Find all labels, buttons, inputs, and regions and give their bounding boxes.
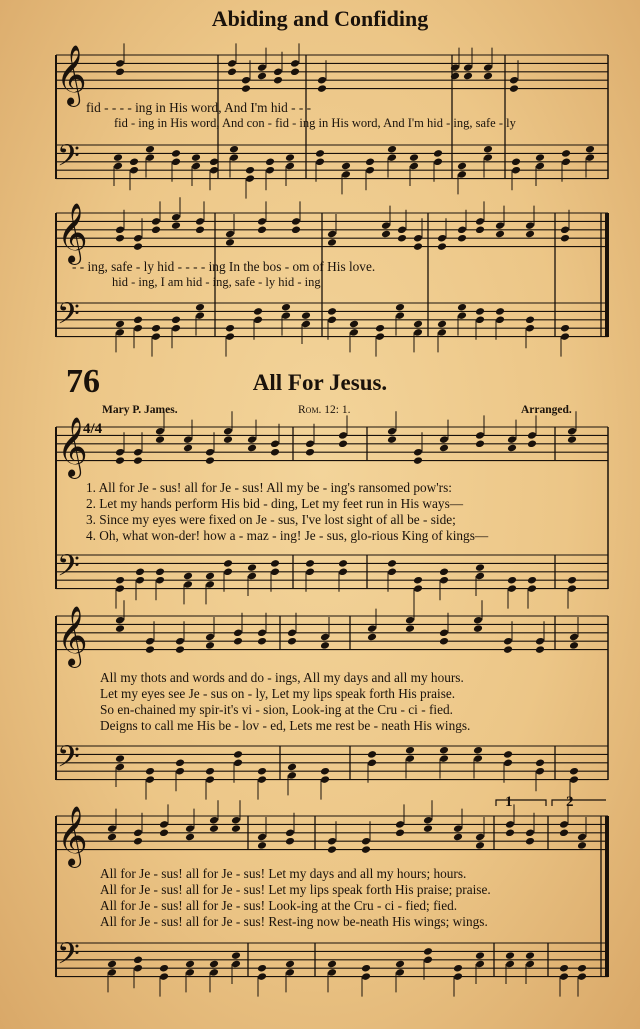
note-head [405,624,415,633]
note-head [145,145,155,154]
note-head [209,824,219,833]
verse-2-line: 2. Let my hands perform His bid - ding, Let my feet run in His ways— [86,496,464,511]
prev-lyric-line: fid - - - - ing in His word, And I'm hid - - - [86,100,312,115]
first-ending-mark: 1 [505,794,513,810]
note-head [205,767,215,776]
note-head [475,225,485,234]
note-head [113,153,123,162]
scripture-reference: Rom. 12: 1. [298,404,351,416]
treble-clef-icon: 𝄞 [57,416,88,477]
note-head [145,767,155,776]
note-head [473,624,483,633]
note-head [270,448,280,457]
note-head [507,444,517,453]
note-head [507,576,517,585]
note-head [475,439,485,448]
treble-clef-icon: 𝄞 [57,202,88,263]
note-head [155,435,165,444]
note-head [395,828,405,837]
note-head [253,307,263,316]
note-head [535,153,545,162]
note-head [129,157,139,166]
note-head [115,320,125,329]
note-head [171,315,181,324]
note-head [395,303,405,312]
note-head [159,828,169,837]
time-signature-treble: 4/4 [83,421,103,437]
note-head [413,456,423,465]
note-head [257,225,267,234]
note-head [375,324,385,333]
note-head [223,559,233,568]
note-head [247,563,257,572]
note-head [453,833,463,842]
note-head [315,149,325,158]
note-head [320,767,330,776]
note-head [527,439,537,448]
note-head [291,225,301,234]
note-head [567,576,577,585]
note-head [409,153,419,162]
prev-lyric-line: fid - ing in His word, And con - fid - ing in His word, And I'm hid - ing, safe - ly [114,116,516,130]
note-head [453,964,463,973]
note-head [195,303,205,312]
note-head [567,435,577,444]
note-head [365,157,375,166]
note-head [413,242,423,251]
note-head [115,234,125,243]
note-head [229,145,239,154]
verse-3-line: 3. Since my eyes were fixed on Je - sus, I've lost sight of all be - side; [86,512,456,527]
note-head [569,767,579,776]
note-head [483,72,493,81]
prev-hymn-title: Abiding and Confiding [211,6,429,31]
note-head [585,145,595,154]
treble-clef-icon: 𝄞 [57,605,88,666]
note-head [437,242,447,251]
note-head [273,76,283,85]
note-head [475,951,485,960]
note-head [133,315,143,324]
note-head [287,637,297,646]
arranger-credit: Arranged. [521,404,572,416]
note-head [227,67,237,76]
bass-clef-icon: 𝄢 [57,549,80,591]
verse-4-line: Deigns to call me His be - lov - ed, Lets me rest be - neath His wings. [100,718,471,733]
refrain-line: All for Je - sus! all for Je - sus! Let my lips speak forth His praise; praise. [100,882,491,897]
note-head [437,320,447,329]
note-head [387,435,397,444]
bass-clef-icon: 𝄢 [57,937,80,979]
note-head [387,145,397,154]
note-head [257,964,267,973]
note-head [327,845,337,854]
note-head [205,572,215,581]
note-head [185,833,195,842]
verse-1-line: All my thots and words and do - ings, All my days and all my hours. [100,670,464,685]
note-head [457,162,467,171]
note-head [381,230,391,239]
note-head [397,234,407,243]
note-head [527,576,537,585]
note-head [107,960,117,969]
note-head [367,633,377,642]
note-head [257,767,267,776]
note-head [233,637,243,646]
note-head [209,960,219,969]
note-head [475,841,485,850]
note-head [327,307,337,316]
note-head [433,149,443,158]
note-head [241,84,251,93]
verse-4-line: 4. Oh, what won-der! how a - maz - ing! Je - sus, glo-rious King of kings— [86,528,489,543]
note-head [361,964,371,973]
note-head [327,960,337,969]
refrain-line: All for Je - sus! all for Je - sus! Rest-ing now be-neath His wings; wings. [100,914,488,929]
note-head [535,645,545,654]
note-head [577,841,587,850]
second-ending-mark: 2 [566,794,574,810]
note-head [320,641,330,650]
note-head [560,324,570,333]
note-head [287,763,297,772]
note-head [413,576,423,585]
second-ending-bracket [552,800,606,806]
note-head [569,641,579,650]
note-head [525,315,535,324]
note-head [463,72,473,81]
note-head [577,964,587,973]
note-head [133,456,143,465]
note-head [505,951,515,960]
note-head [439,444,449,453]
note-head [175,645,185,654]
note-head [505,828,515,837]
note-head [183,444,193,453]
note-head [115,624,125,633]
note-head [115,456,125,465]
note-head [503,645,513,654]
note-head [151,225,161,234]
note-head [115,754,125,763]
note-head [395,960,405,969]
prev-lyric-line: - - ing, safe - ly hid - - - - ing In the bos - om of His love. [72,259,376,274]
note-head [475,563,485,572]
note-head [233,750,243,759]
note-head [257,72,267,81]
note-head [151,324,161,333]
prev-lyric-line: hid - ing, I am hid - ing, safe - ly hid - ing [112,275,321,289]
author-credit: Mary P. James. [102,404,178,416]
bass-clef-icon: 𝄢 [57,297,80,339]
note-head [305,448,315,457]
note-head [413,320,423,329]
note-head [509,84,519,93]
note-head [423,947,433,956]
refrain-line: All for Je - sus! all for Je - sus! Look-ing at the Cru - ci - fied; fied. [100,898,458,913]
note-head [473,746,483,755]
note-head [247,444,257,453]
note-head [115,67,125,76]
note-head [561,149,571,158]
note-head [225,324,235,333]
note-head [270,559,280,568]
note-head [281,303,291,312]
note-head [338,439,348,448]
note-head [511,157,521,166]
note-head [483,145,493,154]
note-head [349,320,359,329]
note-head [225,238,235,247]
treble-clef-icon: 𝄞 [56,44,87,105]
note-head [338,559,348,568]
note-head [205,641,215,650]
bass-clef-icon: 𝄢 [57,139,80,181]
refrain-line: All for Je - sus! all for Je - sus! Let my days and all my hours; hours. [100,866,467,881]
note-head [475,307,485,316]
note-head [439,637,449,646]
note-head [423,824,433,833]
treble-clef-icon: 𝄞 [57,805,88,866]
note-head [285,960,295,969]
note-head [503,750,513,759]
note-head [135,567,145,576]
note-head [245,166,255,175]
bass-clef-icon: 𝄢 [57,740,80,782]
note-head [145,645,155,654]
note-head [257,637,267,646]
note-head [457,303,467,312]
note-head [305,559,315,568]
note-head [525,951,535,960]
note-head [175,758,185,767]
note-head [183,572,193,581]
note-head [285,837,295,846]
note-head [171,221,181,230]
note-head [231,824,241,833]
note-head [265,157,275,166]
note-head [535,758,545,767]
verse-1-line: 1. All for Je - sus! all for Je - sus! All my be - ing's ransomed pow'rs: [86,480,452,495]
note-head [231,951,241,960]
note-head [133,242,143,251]
note-head [257,841,267,850]
verse-2-line: Let my eyes see Je - sus on - ly, Let my lips speak forth His praise. [100,686,456,701]
note-head [525,837,535,846]
note-head [171,149,181,158]
note-head [290,67,300,76]
note-head [133,837,143,846]
note-head [495,307,505,316]
note-head [185,960,195,969]
note-head [439,746,449,755]
note-head [405,746,415,755]
note-head [457,234,467,243]
note-head [361,845,371,854]
note-head [317,84,327,93]
note-head [155,567,165,576]
note-head [367,750,377,759]
note-head [439,567,449,576]
first-ending-bracket [496,800,546,806]
note-head [285,153,295,162]
note-head [327,238,337,247]
note-head [559,964,569,973]
verse-3-line: So en-chained my spir-it's vi - sion, Look-ing at the Cru - ci - fied. [100,702,453,717]
note-head [560,234,570,243]
note-head [159,964,169,973]
note-head [191,153,201,162]
note-head [133,955,143,964]
note-head [301,311,311,320]
note-head [195,225,205,234]
note-head [525,230,535,239]
note-head [115,576,125,585]
note-head [205,456,215,465]
note-head [341,162,351,171]
hymn-number: 76 [66,363,100,400]
note-head [387,559,397,568]
note-head [495,230,505,239]
hymn-title: All For Jesus. [252,370,388,395]
note-head [223,435,233,444]
note-head [559,828,569,837]
note-head [107,833,117,842]
